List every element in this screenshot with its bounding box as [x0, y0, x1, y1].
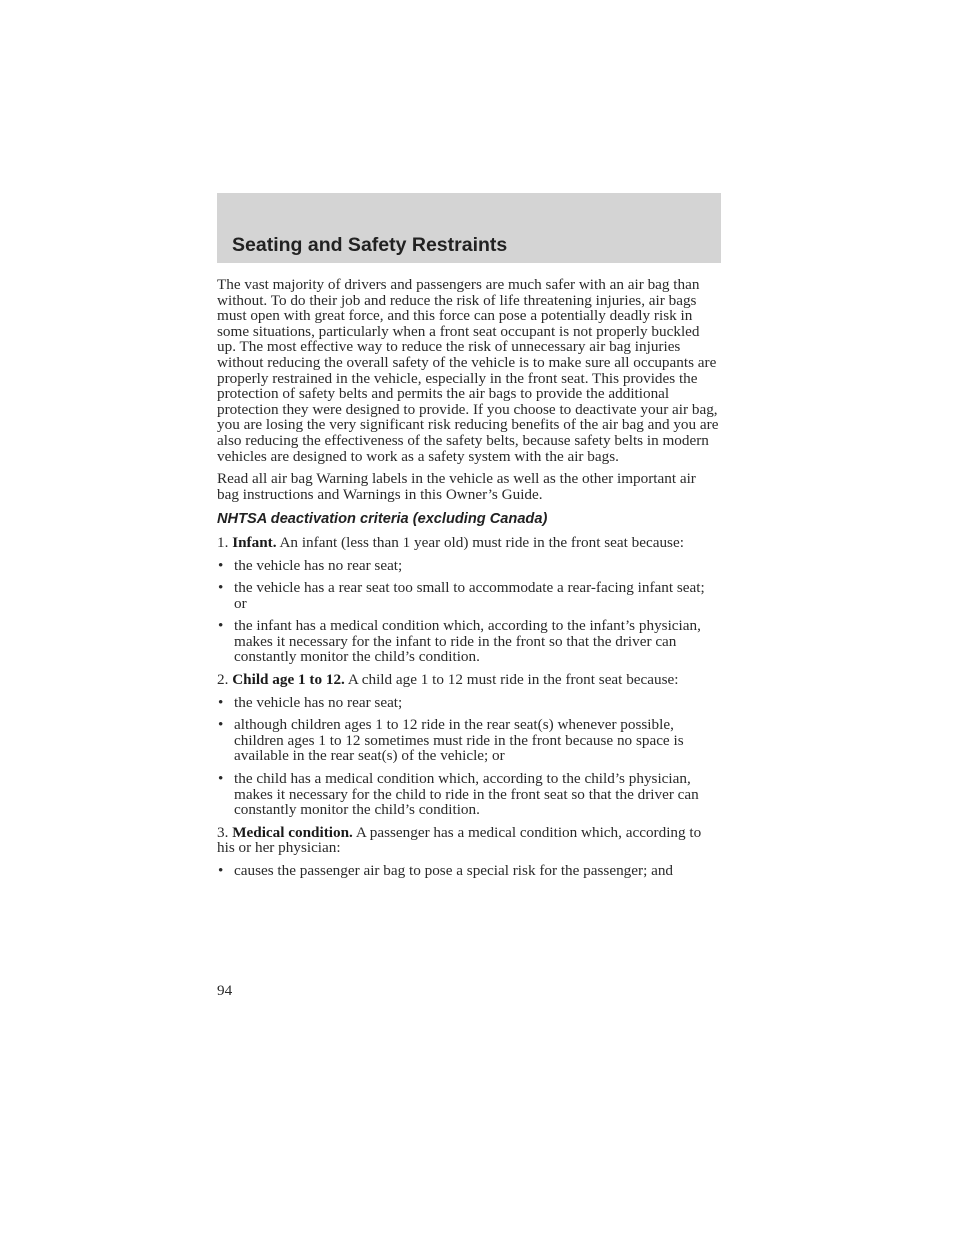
criterion-title: Medical condition.: [232, 823, 353, 841]
list-item-text: the child has a medical condition which, according to the child’s physician, makes it necessary for the child to ride in the front seat so that the driver can constantly monitor the child’s condition.: [234, 770, 699, 819]
list-item-text: the vehicle has a rear seat too small to accommodate a rear-facing infant seat; or: [234, 579, 705, 612]
list-item-text: although children ages 1 to 12 ride in the rear seat(s) whenever possible, children ages 1 to 12 sometimes must ride in the front because no space is available in the rear seat(s) of the vehicle; or: [234, 716, 684, 765]
criterion-title: Child age 1 to 12.: [232, 671, 345, 689]
bullet-icon: •: [218, 770, 224, 788]
list-item-text: the infant has a medical condition which, according to the infant’s physician, makes it necessary for the infant to ride in the front so that the driver can constantly monitor the child’s condition.: [234, 617, 701, 666]
bullet-icon: •: [218, 862, 224, 879]
list-item: [217, 558, 720, 574]
child-bullet-list: [217, 695, 720, 818]
list-item: [217, 618, 720, 665]
criterion-medical: [217, 825, 720, 856]
infant-bullet-list: [217, 558, 720, 666]
list-item: [217, 580, 720, 611]
section-header-band: [217, 193, 721, 263]
bullet-icon: •: [218, 716, 224, 734]
intro-paragraph: The vast majority of drivers and passengers are much safer with an air bag than without. To do their job and reduce the risk of life threatening injuries, air bags must open with great force, and this force can pose a potentially deadly risk in some situations, particularly when a front seat occupant is not properly buckled up. The most effective way to reduce the risk of unnecessary air bag injuries without reducing the overall safety of the vehicle is to make sure all occupants are properly restrained in the vehicle, especially in the front seat. This provides the protection of safety belts and permits the air bags to provide the additional protection they were designed to provide. If you choose to deactivate your air bag, you are losing the very significant risk reducing benefits of the air bag and you are also reducing the effectiveness of the safety belts, because safety belts in modern vehicles are designed to work as a safety system with the air bags.: [217, 276, 719, 465]
list-item: [217, 863, 720, 879]
list-item-text: the vehicle has no rear seat;: [234, 556, 403, 574]
criterion-infant: [217, 535, 720, 551]
list-item: [217, 771, 720, 818]
criteria-subheading: NHTSA deactivation criteria (excluding Canada): [217, 511, 548, 528]
medical-bullet-list: [217, 863, 720, 879]
bullet-icon: •: [218, 617, 224, 635]
criterion-child: [217, 672, 720, 688]
criterion-number: 1.: [217, 533, 229, 551]
criterion-text: A passenger has a medical condition which, according to his or her physician:: [217, 823, 702, 857]
criterion-text: A child age 1 to 12 must ride in the front seat because:: [347, 671, 679, 689]
page-content: [217, 277, 720, 886]
list-item: [217, 717, 720, 764]
warning-labels-paragraph: Read all air bag Warning labels in the vehicle as well as the other important air bag instructions and Warnings in this Owner’s Guide.: [217, 470, 696, 503]
page-number: 94: [217, 982, 233, 999]
bullet-icon: •: [218, 579, 224, 597]
criterion-number: 2.: [217, 671, 229, 689]
list-item-text: causes the passenger air bag to pose a special risk for the passenger; and: [234, 862, 674, 879]
bullet-icon: •: [218, 556, 224, 574]
list-item-text: the vehicle has no rear seat;: [234, 693, 403, 711]
bullet-icon: •: [218, 693, 224, 711]
section-title: Seating and Safety Restraints: [232, 234, 508, 256]
criterion-text: An infant (less than 1 year old) must ride in the front seat because:: [279, 533, 684, 551]
criterion-title: Infant.: [232, 533, 277, 551]
list-item: [217, 695, 720, 711]
criterion-number: 3.: [217, 823, 229, 841]
